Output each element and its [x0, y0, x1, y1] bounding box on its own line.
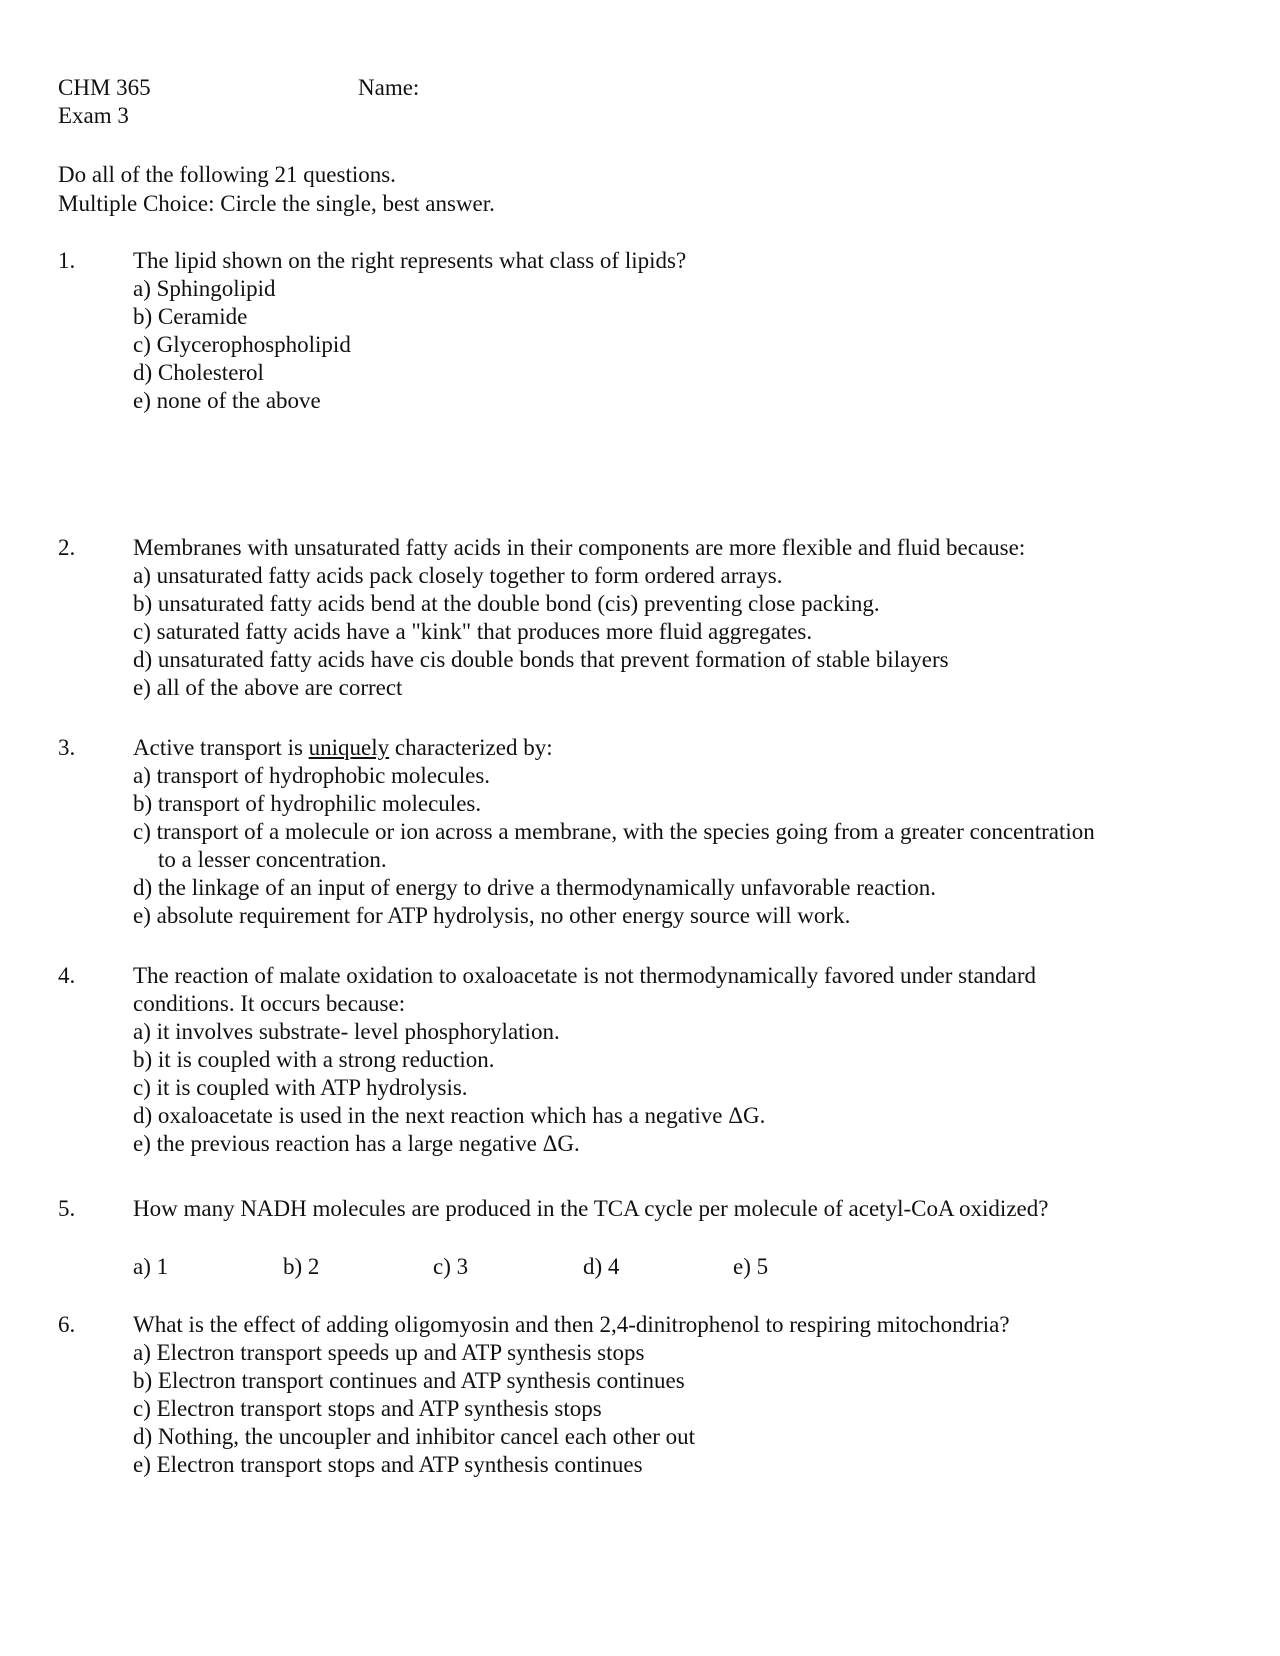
question-1-option-c[interactable]: c) Glycerophospholipid — [133, 332, 351, 357]
question-4 — [133, 962, 1183, 1158]
name-label: Name: — [358, 75, 420, 100]
question-1-text: The lipid shown on the right represents what class of lipids? — [133, 248, 687, 273]
question-6-option-a[interactable]: a) Electron transport speeds up and ATP synthesis stops — [133, 1340, 645, 1365]
question-3-option-c-continued[interactable]: to a lesser concentration. — [158, 847, 387, 872]
question-5-option-c[interactable]: c) 3 — [433, 1254, 469, 1279]
question-6 — [133, 1311, 1183, 1479]
question-3-option-d[interactable]: d) the linkage of an input of energy to drive a thermodynamically unfavorable reaction. — [133, 875, 937, 900]
question-5-option-d[interactable]: d) 4 — [583, 1254, 620, 1279]
question-6-number: 6. — [58, 1312, 76, 1337]
exam-title: Exam 3 — [58, 103, 129, 128]
question-2-option-c[interactable]: c) saturated fatty acids have a "kink" that produces more fluid aggregates. — [133, 619, 813, 644]
question-6-option-c[interactable]: c) Electron transport stops and ATP synthesis stops — [133, 1396, 602, 1421]
question-4-option-d[interactable]: d) oxaloacetate is used in the next reaction which has a negative ΔG. — [133, 1103, 766, 1128]
question-3-option-a[interactable]: a) transport of hydrophobic molecules. — [133, 763, 491, 788]
question-2 — [133, 534, 1183, 702]
question-2-number: 2. — [58, 535, 76, 560]
question-2-option-a[interactable]: a) unsaturated fatty acids pack closely together to form ordered arrays. — [133, 563, 783, 588]
question-6-option-b[interactable]: b) Electron transport continues and ATP synthesis continues — [133, 1368, 685, 1393]
instructions-line-1: Do all of the following 21 questions. — [58, 162, 396, 187]
instructions-line-2: Multiple Choice: Circle the single, best answer. — [58, 191, 495, 216]
question-1-option-a[interactable]: a) Sphingolipid — [133, 276, 276, 301]
question-1-option-b[interactable]: b) Ceramide — [133, 304, 248, 329]
question-6-option-e[interactable]: e) Electron transport stops and ATP synthesis continues — [133, 1452, 643, 1477]
question-3-text-pre: Active transport is — [133, 735, 309, 760]
question-1-option-d[interactable]: d) Cholesterol — [133, 360, 264, 385]
question-1 — [133, 247, 1183, 415]
question-5-option-b[interactable]: b) 2 — [283, 1254, 320, 1279]
question-4-number: 4. — [58, 963, 76, 988]
question-2-text: Membranes with unsaturated fatty acids in their components are more flexible and fluid because: — [133, 535, 1026, 560]
question-2-option-d[interactable]: d) unsaturated fatty acids have cis double bonds that prevent formation of stable bilayers — [133, 647, 949, 672]
question-6-text: What is the effect of adding oligomyosin and then 2,4-dinitrophenol to respiring mitochondria? — [133, 1312, 1010, 1337]
question-4-text-line-1: The reaction of malate oxidation to oxaloacetate is not thermodynamically favored under standard — [133, 963, 1037, 988]
question-5-option-e[interactable]: e) 5 — [733, 1254, 769, 1279]
question-3-number: 3. — [58, 735, 76, 760]
question-4-option-e[interactable]: e) the previous reaction has a large negative ΔG. — [133, 1131, 580, 1156]
question-5-options — [133, 1253, 1183, 1281]
question-3-text-post: characterized by: — [389, 735, 553, 760]
question-5-option-a[interactable]: a) 1 — [133, 1254, 169, 1279]
question-3-text — [133, 734, 1183, 762]
question-4-option-a[interactable]: a) it involves substrate- level phosphorylation. — [133, 1019, 560, 1044]
question-3 — [133, 734, 1183, 930]
course-code: CHM 365 — [58, 75, 151, 100]
question-5-text: How many NADH molecules are produced in the TCA cycle per molecule of acetyl-CoA oxidized? — [133, 1196, 1049, 1221]
question-4-option-b[interactable]: b) it is coupled with a strong reduction. — [133, 1047, 495, 1072]
question-3-text-underlined: uniquely — [308, 735, 390, 760]
question-1-number: 1. — [58, 248, 76, 273]
question-4-text-line-2: conditions. It occurs because: — [133, 991, 406, 1016]
question-5 — [133, 1195, 1183, 1223]
question-4-option-c[interactable]: c) it is coupled with ATP hydrolysis. — [133, 1075, 468, 1100]
question-1-option-e[interactable]: e) none of the above — [133, 388, 321, 413]
question-6-option-d[interactable]: d) Nothing, the uncoupler and inhibitor cancel each other out — [133, 1424, 696, 1449]
question-5-number: 5. — [58, 1196, 76, 1221]
question-3-option-c[interactable]: c) transport of a molecule or ion across a membrane, with the species going from a greater concentration — [133, 819, 1095, 844]
question-3-option-b[interactable]: b) transport of hydrophilic molecules. — [133, 791, 482, 816]
question-2-option-e[interactable]: e) all of the above are correct — [133, 675, 403, 700]
question-2-option-b[interactable]: b) unsaturated fatty acids bend at the double bond (cis) preventing close packing. — [133, 591, 880, 616]
question-3-option-e[interactable]: e) absolute requirement for ATP hydrolysis, no other energy source will work. — [133, 903, 851, 928]
